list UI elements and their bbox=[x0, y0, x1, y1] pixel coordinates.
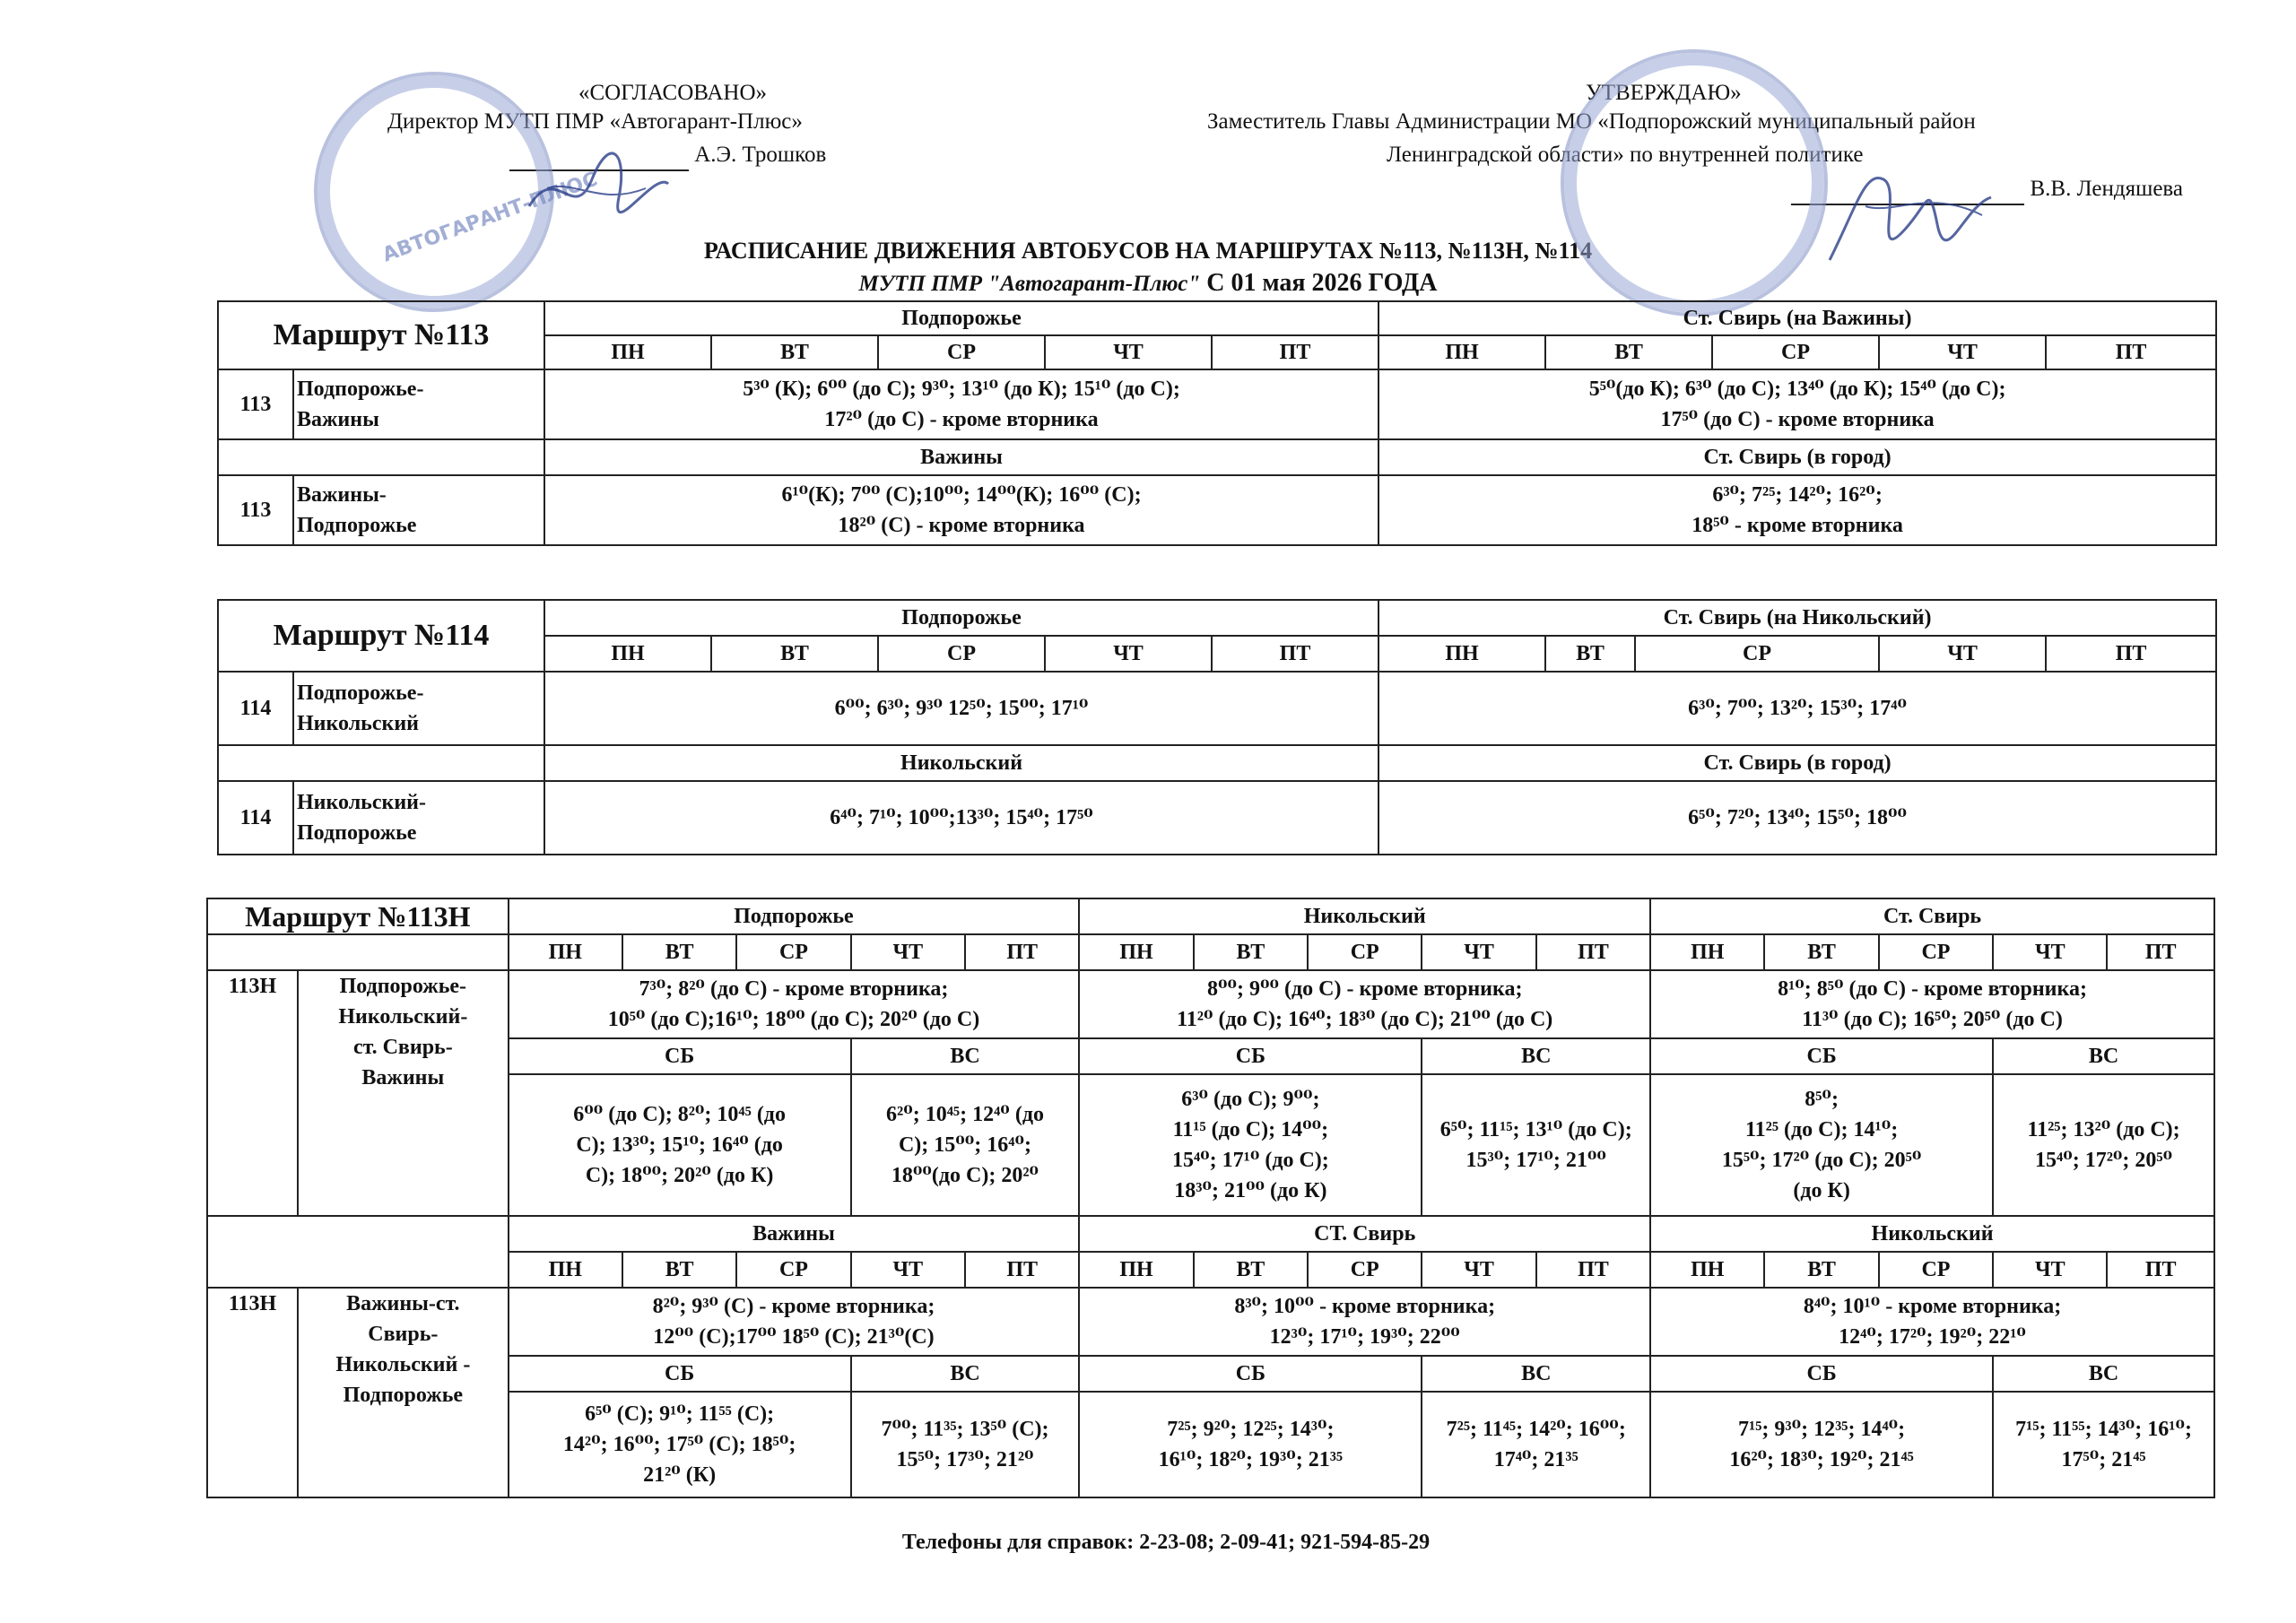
route-113-head-a: Подпорожье bbox=[544, 301, 1378, 335]
day-header: ЧТ bbox=[851, 1252, 965, 1288]
day-header: ПТ bbox=[965, 934, 1079, 970]
times-podporozhye: 5³⁰ (К); 6⁰⁰ (до С); 9³⁰; 13¹⁰ (до К); 15¹⁰ (до С); 17²⁰ (до С) - кроме вторника bbox=[544, 369, 1378, 439]
weekend-header: ВС bbox=[1993, 1356, 2214, 1392]
weekend-header: СБ bbox=[1079, 1356, 1422, 1392]
agreed-label: «СОГЛАСОВАНО» bbox=[578, 81, 768, 105]
day-header: ПН bbox=[1650, 1252, 1764, 1288]
day-header: ВТ bbox=[622, 934, 736, 970]
day-header: СР bbox=[878, 335, 1045, 369]
day-header: ПТ bbox=[2107, 934, 2214, 970]
route-direction: Никольский- Подпорожье bbox=[293, 781, 544, 855]
day-header: СР bbox=[878, 636, 1045, 672]
day-header: ПН bbox=[1378, 636, 1545, 672]
weekend-header: СБ bbox=[1650, 1356, 1993, 1392]
empty-cell bbox=[218, 439, 544, 475]
day-header: ПТ bbox=[2107, 1252, 2214, 1288]
day-header: ПН bbox=[544, 636, 711, 672]
left-name: А.Э. Трошков bbox=[694, 143, 827, 167]
day-header: ЧТ bbox=[1879, 335, 2046, 369]
day-header: СР bbox=[1879, 934, 1993, 970]
weekend-times: 7²⁵; 9²⁰; 12²⁵; 14³⁰; 16¹⁰; 18²⁰; 19³⁰; 21³⁵ bbox=[1079, 1392, 1422, 1497]
day-header: ПН bbox=[509, 1252, 622, 1288]
day-header: ПТ bbox=[2046, 636, 2216, 672]
right-position-2: Ленинградской области» по внутренней политике bbox=[1387, 143, 1864, 167]
day-header: ЧТ bbox=[851, 934, 965, 970]
weekend-header: ВС bbox=[851, 1356, 1080, 1392]
route-114-table bbox=[217, 599, 2217, 855]
route-number: 113 bbox=[218, 475, 293, 545]
route-direction: Подпорожье- Важины bbox=[293, 369, 544, 439]
day-header: ПТ bbox=[1536, 934, 1650, 970]
page-title: РАСПИСАНИЕ ДВИЖЕНИЯ АВТОБУСОВ НА МАРШРУТАХ №113, №113Н, №114 bbox=[703, 238, 1593, 264]
weekend-times: 7¹⁵; 11⁵⁵; 14³⁰; 16¹⁰; 17⁵⁰; 21⁴⁵ bbox=[1993, 1392, 2214, 1497]
weekday-times: 8¹⁰; 8⁵⁰ (до С) - кроме вторника; 11³⁰ (до С); 16⁵⁰; 20⁵⁰ (до С) bbox=[1650, 970, 2214, 1038]
weekend-header: ВС bbox=[1422, 1356, 1650, 1392]
times-svir: 6³⁰; 7⁰⁰; 13²⁰; 15³⁰; 17⁴⁰ bbox=[1378, 672, 2216, 745]
day-header: ЧТ bbox=[1993, 934, 2107, 970]
weekend-header: ВС bbox=[1993, 1038, 2214, 1074]
route-113-label: Маршрут №113 bbox=[218, 301, 544, 369]
times-vazhiny: 6¹⁰(К); 7⁰⁰ (С);10⁰⁰; 14⁰⁰(К); 16⁰⁰ (С); 18²⁰ (С) - кроме вторника bbox=[544, 475, 1378, 545]
day-header: ПН bbox=[1378, 335, 1545, 369]
day-header: ВТ bbox=[622, 1252, 736, 1288]
day-header: ВТ bbox=[1194, 1252, 1308, 1288]
day-header: ПТ bbox=[1536, 1252, 1650, 1288]
day-header: ПН bbox=[1079, 1252, 1193, 1288]
weekend-header: СБ bbox=[509, 1038, 851, 1074]
times-nikolsky: 6⁴⁰; 7¹⁰; 10⁰⁰;13³⁰; 15⁴⁰; 17⁵⁰ bbox=[544, 781, 1378, 855]
effective-date: С 01 мая 2026 ГОДА bbox=[1200, 269, 1438, 297]
route-direction: Важины- Подпорожье bbox=[293, 475, 544, 545]
day-header: ПТ bbox=[2046, 335, 2216, 369]
day-header: ЧТ bbox=[1422, 1252, 1535, 1288]
weekend-times: 6⁵⁰; 11¹⁵; 13¹⁰ (до С); 15³⁰; 17¹⁰; 21⁰⁰ bbox=[1422, 1074, 1650, 1216]
empty-cell bbox=[207, 934, 509, 970]
day-header: ЧТ bbox=[1045, 636, 1212, 672]
route-direction: Подпорожье- Никольский bbox=[293, 672, 544, 745]
day-header: ПТ bbox=[965, 1252, 1079, 1288]
route-number: 114 bbox=[218, 672, 293, 745]
seal-stamp-right-icon bbox=[1561, 49, 1828, 317]
signature-right-icon bbox=[1812, 152, 2009, 278]
day-header: ЧТ bbox=[1879, 636, 2046, 672]
weekday-times: 7³⁰; 8²⁰ (до С) - кроме вторника; 10⁵⁰ (до С);16¹⁰; 18⁰⁰ (до С); 20²⁰ (до С) bbox=[509, 970, 1080, 1038]
weekend-header: ВС bbox=[851, 1038, 1080, 1074]
day-header: ПН bbox=[509, 934, 622, 970]
route-113-head-c: Важины bbox=[544, 439, 1378, 475]
operator-name: МУТП ПМР "Автогарант-Плюс" bbox=[858, 272, 1201, 296]
day-header: ВТ bbox=[711, 636, 878, 672]
day-header: ПН bbox=[1650, 934, 1764, 970]
route-direction: Подпорожье- Никольский- ст. Свирь- Важины bbox=[298, 970, 509, 1216]
stop-head: Важины bbox=[509, 1216, 1080, 1252]
stop-head: СТ. Свирь bbox=[1079, 1216, 1650, 1252]
weekend-header: СБ bbox=[1650, 1038, 1993, 1074]
route-114-head-c: Никольский bbox=[544, 745, 1378, 781]
stop-head: Никольский bbox=[1079, 898, 1650, 934]
day-header: ЧТ bbox=[1993, 1252, 2107, 1288]
right-position-1: Заместитель Главы Администрации МО «Подпорожский муниципальный район bbox=[1207, 109, 1976, 134]
day-header: СР bbox=[736, 934, 850, 970]
times-podporozhye: 6⁰⁰; 6³⁰; 9³⁰ 12⁵⁰; 15⁰⁰; 17¹⁰ bbox=[544, 672, 1378, 745]
times-svir-city: 6⁵⁰; 7²⁰; 13⁴⁰; 15⁵⁰; 18⁰⁰ bbox=[1378, 781, 2216, 855]
weekday-times: 8⁴⁰; 10¹⁰ - кроме вторника; 12⁴⁰; 17²⁰; 19²⁰; 22¹⁰ bbox=[1650, 1288, 2214, 1356]
left-position: Директор МУТП ПМР «Автогарант-Плюс» bbox=[387, 109, 803, 134]
day-header: ВТ bbox=[711, 335, 878, 369]
weekend-times: 6³⁰ (до С); 9⁰⁰; 11¹⁵ (до С); 14⁰⁰; 15⁴⁰; 17¹⁰ (до С); 18³⁰; 21⁰⁰ (до К) bbox=[1079, 1074, 1422, 1216]
weekend-header: ВС bbox=[1422, 1038, 1650, 1074]
route-113n-table bbox=[206, 898, 2215, 1498]
weekend-times: 6⁰⁰ (до С); 8²⁰; 10⁴⁵ (до С); 13³⁰; 15¹⁰; 16⁴⁰ (до С); 18⁰⁰; 20²⁰ (до К) bbox=[509, 1074, 851, 1216]
seal-stamp-icon bbox=[314, 72, 554, 312]
day-header: СР bbox=[736, 1252, 850, 1288]
day-header: СР bbox=[1879, 1252, 1993, 1288]
day-header: ВТ bbox=[1194, 934, 1308, 970]
route-114-label: Маршрут №114 bbox=[218, 600, 544, 672]
weekend-times: 7²⁵; 11⁴⁵; 14²⁰; 16⁰⁰; 17⁴⁰; 21³⁵ bbox=[1422, 1392, 1650, 1497]
day-header: ВТ bbox=[1764, 934, 1878, 970]
day-header: ВТ bbox=[1545, 636, 1635, 672]
route-114-head-d: Ст. Свирь (в город) bbox=[1378, 745, 2216, 781]
signature-icon bbox=[520, 143, 673, 224]
day-header: СР bbox=[1712, 335, 1879, 369]
footer-phones: Телефоны для справок: 2-23-08; 2-09-41; 921-594-85-29 bbox=[901, 1531, 1431, 1554]
day-header: ЧТ bbox=[1045, 335, 1212, 369]
route-114-head-b: Ст. Свирь (на Никольский) bbox=[1378, 600, 2216, 636]
day-header: ЧТ bbox=[1422, 934, 1535, 970]
stop-head: Подпорожье bbox=[509, 898, 1080, 934]
day-header: СР bbox=[1308, 934, 1422, 970]
weekend-times: 8⁵⁰; 11²⁵ (до С); 14¹⁰; 15⁵⁰; 17²⁰ (до С); 20⁵⁰ (до К) bbox=[1650, 1074, 1993, 1216]
approve-label: УТВЕРЖДАЮ» bbox=[1586, 81, 1742, 105]
times-svir: 5⁵⁰(до К); 6³⁰ (до С); 13⁴⁰ (до К); 15⁴⁰ (до С); 17⁵⁰ (до С) - кроме вторника bbox=[1378, 369, 2216, 439]
weekday-times: 8³⁰; 10⁰⁰ - кроме вторника; 12³⁰; 17¹⁰; 19³⁰; 22⁰⁰ bbox=[1079, 1288, 1650, 1356]
weekend-header: СБ bbox=[1079, 1038, 1422, 1074]
route-113-head-d: Ст. Свирь (в город) bbox=[1378, 439, 2216, 475]
weekend-times: 11²⁵; 13²⁰ (до С); 15⁴⁰; 17²⁰; 20⁵⁰ bbox=[1993, 1074, 2214, 1216]
stop-head: Никольский bbox=[1650, 1216, 2214, 1252]
times-svir-city: 6³⁰; 7²⁵; 14²⁰; 16²⁰; 18⁵⁰ - кроме вторника bbox=[1378, 475, 2216, 545]
day-header: СР bbox=[1308, 1252, 1422, 1288]
route-direction: Важины-ст. Свирь- Никольский - Подпорожье bbox=[298, 1288, 509, 1497]
day-header: ПН bbox=[544, 335, 711, 369]
route-number: 113Н bbox=[207, 970, 298, 1216]
stamp-lettering: АВТОГАРАНТ-ПЛЮС bbox=[379, 168, 601, 267]
route-113-head-b: Ст. Свирь (на Важины) bbox=[1378, 301, 2216, 335]
stop-head: Ст. Свирь bbox=[1650, 898, 2214, 934]
empty-cell bbox=[218, 745, 544, 781]
route-113n-label: Маршрут №113Н bbox=[207, 898, 509, 934]
weekend-times: 6⁵⁰ (С); 9¹⁰; 11⁵⁵ (С); 14²⁰; 16⁰⁰; 17⁵⁰ (С); 18⁵⁰; 21²⁰ (К) bbox=[509, 1392, 851, 1497]
route-114-head-a: Подпорожье bbox=[544, 600, 1378, 636]
right-name: В.В. Лендяшева bbox=[2030, 177, 2183, 201]
weekend-header: СБ bbox=[509, 1356, 851, 1392]
empty-cell bbox=[207, 1216, 509, 1288]
route-113-table bbox=[217, 300, 2217, 546]
day-header: ПТ bbox=[1212, 636, 1378, 672]
weekday-times: 8²⁰; 9³⁰ (С) - кроме вторника; 12⁰⁰ (С);17⁰⁰ 18⁵⁰ (С); 21³⁰(С) bbox=[509, 1288, 1080, 1356]
weekend-times: 7⁰⁰; 11³⁵; 13⁵⁰ (С); 15⁵⁰; 17³⁰; 21²⁰ bbox=[851, 1392, 1080, 1497]
weekend-times: 6²⁰; 10⁴⁵; 12⁴⁰ (до С); 15⁰⁰; 16⁴⁰; 18⁰⁰(до С); 20²⁰ bbox=[851, 1074, 1080, 1216]
route-number: 114 bbox=[218, 781, 293, 855]
day-header: ВТ bbox=[1545, 335, 1712, 369]
day-header: ПН bbox=[1079, 934, 1193, 970]
day-header: ПТ bbox=[1212, 335, 1378, 369]
weekend-times: 7¹⁵; 9³⁰; 12³⁵; 14⁴⁰; 16²⁰; 18³⁰; 19²⁰; 21⁴⁵ bbox=[1650, 1392, 1993, 1497]
day-header: ВТ bbox=[1764, 1252, 1878, 1288]
route-number: 113Н bbox=[207, 1288, 298, 1497]
route-number: 113 bbox=[218, 369, 293, 439]
day-header: СР bbox=[1635, 636, 1879, 672]
weekday-times: 8⁰⁰; 9⁰⁰ (до С) - кроме вторника; 11²⁰ (до С); 16⁴⁰; 18³⁰ (до С); 21⁰⁰ (до С) bbox=[1079, 970, 1650, 1038]
